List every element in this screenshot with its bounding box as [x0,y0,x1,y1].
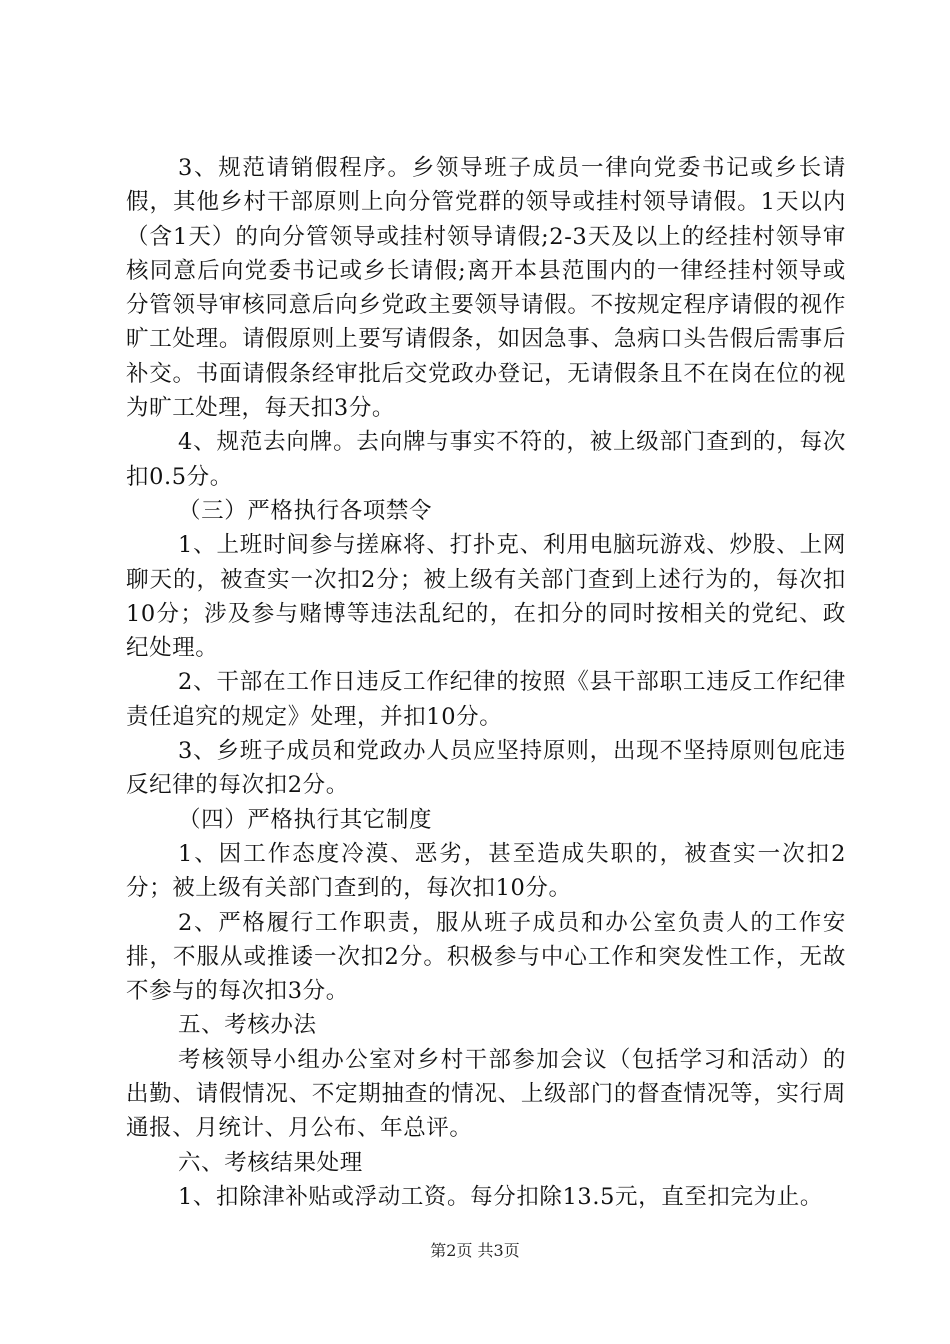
page-number-footer: 第2页 共3页 [430,1241,520,1260]
paragraph-leave-procedure: 3、规范请销假程序。乡领导班子成员一律向党委书记或乡长请假，其他乡村干部原则上向分管党群的领导或挂村领导请假。1天以内（含1天）的向分管领导或挂村领导请假;2-3天及以上的经挂村领导审核同意后向党委书记或乡长请假;离开本县范围内的一律经挂村领导或分管领导审核同意后向乡党政主要领导请假。不按规定程序请假的视作旷工处理。请假原则上要写请假条，如因急事、急病口头告假后需事后补交。书面请假条经审批后交党政办登记，无请假条且不在岗在位的视为旷工处理，每天扣3分。 [126,155,846,422]
paragraph-other-rule-1: 1、因工作态度冷漠、恶劣，甚至造成失职的，被查实一次扣2分；被上级有关部门查到的，每次扣10分。 [126,840,846,902]
paragraph-other-rule-2: 2、严格履行工作职责，服从班子成员和办公室负责人的工作安排，不服从或推诿一次扣2分。积极参与中心工作和突发性工作，无故不参与的每次扣3分。 [126,909,846,1005]
heading-assessment-method: 五、考核办法 [178,1012,317,1039]
paragraph-prohibition-1: 1、上班时间参与搓麻将、打扑克、利用电脑玩游戏、炒股、上网聊天的，被查实一次扣2分；被上级有关部门查到上述行为的，每次扣10分；涉及参与赌博等违法乱纪的，在扣分的同时按相关的党纪、政纪处理。 [126,532,846,662]
paragraph-prohibition-2: 2、干部在工作日违反工作纪律的按照《县干部职工违反工作纪律责任追究的规定》处理，并扣10分。 [126,669,846,730]
heading-other-rules: （四）严格执行其它制度 [178,806,433,833]
heading-result-handling: 六、考核结果处理 [178,1149,363,1176]
paragraph-assessment-method: 考核领导小组办公室对乡村干部参加会议（包括学习和活动）的出勤、请假情况、不定期抽查的情况、上级部门的督查情况等，实行周通报、月统计、月公布、年总评。 [126,1046,846,1142]
document-body [126,151,846,1214]
heading-prohibitions: （三）严格执行各项禁令 [178,497,433,524]
paragraph-prohibition-3: 3、乡班子成员和党政办人员应坚持原则，出现不坚持原则包庇违反纪律的每次扣2分。 [126,738,846,799]
paragraph-whereabouts-sign: 4、规范去向牌。去向牌与事实不符的，被上级部门查到的，每次扣0.5分。 [126,429,846,490]
paragraph-result-handling-1: 1、扣除津补贴或浮动工资。每分扣除13.5元，直至扣完为止。 [178,1183,823,1210]
